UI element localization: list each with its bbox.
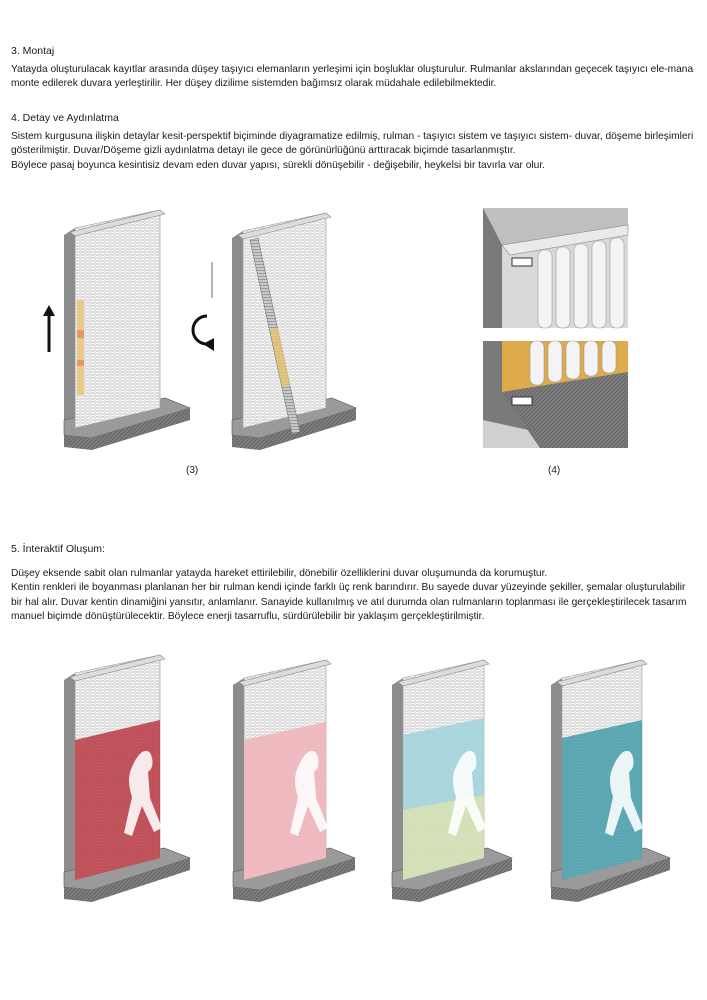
floor-light-slot xyxy=(512,397,532,405)
detail-bottom xyxy=(483,341,628,448)
highlight-column xyxy=(77,300,84,395)
panel-pink xyxy=(233,660,355,902)
panel-teal xyxy=(551,660,670,902)
section-body: Yatayda oluşturulacak kayıtlar arasında düşey taşıyıcı elemanların yerleşimi için boşluklar oluşturulur. Rulmanlar akslarından geçecek taşıyıcı ele-mana monte edilerek duvara yerleştirilir. Her düşey dizilime sistemden bağımsız olarak müdahale edilebilmektedir. xyxy=(11,63,694,89)
figure-4-detail xyxy=(483,208,628,448)
caption-figure-3: (3) xyxy=(186,465,199,476)
detail-top xyxy=(483,208,628,328)
figure-3-montage xyxy=(43,210,356,450)
light-slot xyxy=(512,258,532,266)
section-body-2: Kentin renkleri ile boyanması planlanan her bir rulman kendi içinde farklı üç renk barındırır. Bu sayede duvar yüzeyinde şekiller, şemalar oluşturulabilir bir hal alır. Duvar kentin dinamiğini yansıtır, anlamlanır. Sanayide kullanılmış ve atıl durumda olan rulmanların toplanması ile gerçekleştirilecek tasarım manuel biçimde dönüştürülecektir. Böylece enerji tasarruflu, sürdürülebilir bir yaklaşım gerçekleştirilmiştir. xyxy=(11,582,687,622)
section-body: Sistem kurgusuna ilişkin detaylar kesit-perspektif biçiminde diyagramatize edilmiş, rulman - taşıyıcı sistem ve taşıyıcı sistem- duvar, döşeme birleşimleri gösterilmiştir. Duvar/Döşeme gizli aydınlatma detayı ile gece de görünürlüğünü arttıracak biçimde tasarlanmıştır. xyxy=(11,130,694,156)
rotate-icon xyxy=(193,316,207,344)
section-body: Düşey eksende sabit olan rulmanlar yatayda hareket ettirilebilir, dönebilir özelliklerini duvar oluşumunda da korumuştur. xyxy=(11,567,548,579)
panel-teal-light xyxy=(392,660,512,902)
wall-panel-a xyxy=(43,210,190,450)
section-heading: 5. İnteraktif Oluşum: xyxy=(11,543,105,555)
figure-5-panels xyxy=(64,655,670,902)
section-heading: 3. Montaj xyxy=(11,45,55,57)
wall-panel-b xyxy=(193,213,356,450)
panel-red xyxy=(64,655,190,902)
caption-figure-4: (4) xyxy=(548,465,561,476)
section-heading: 4. Detay ve Aydınlatma xyxy=(11,112,119,124)
section-body-2: Böylece pasaj boyunca kesintisiz devam eden duvar yapısı, sürekli dönüşebilir - değişebilir, heykelsi bir tavırla var olur. xyxy=(11,159,545,171)
